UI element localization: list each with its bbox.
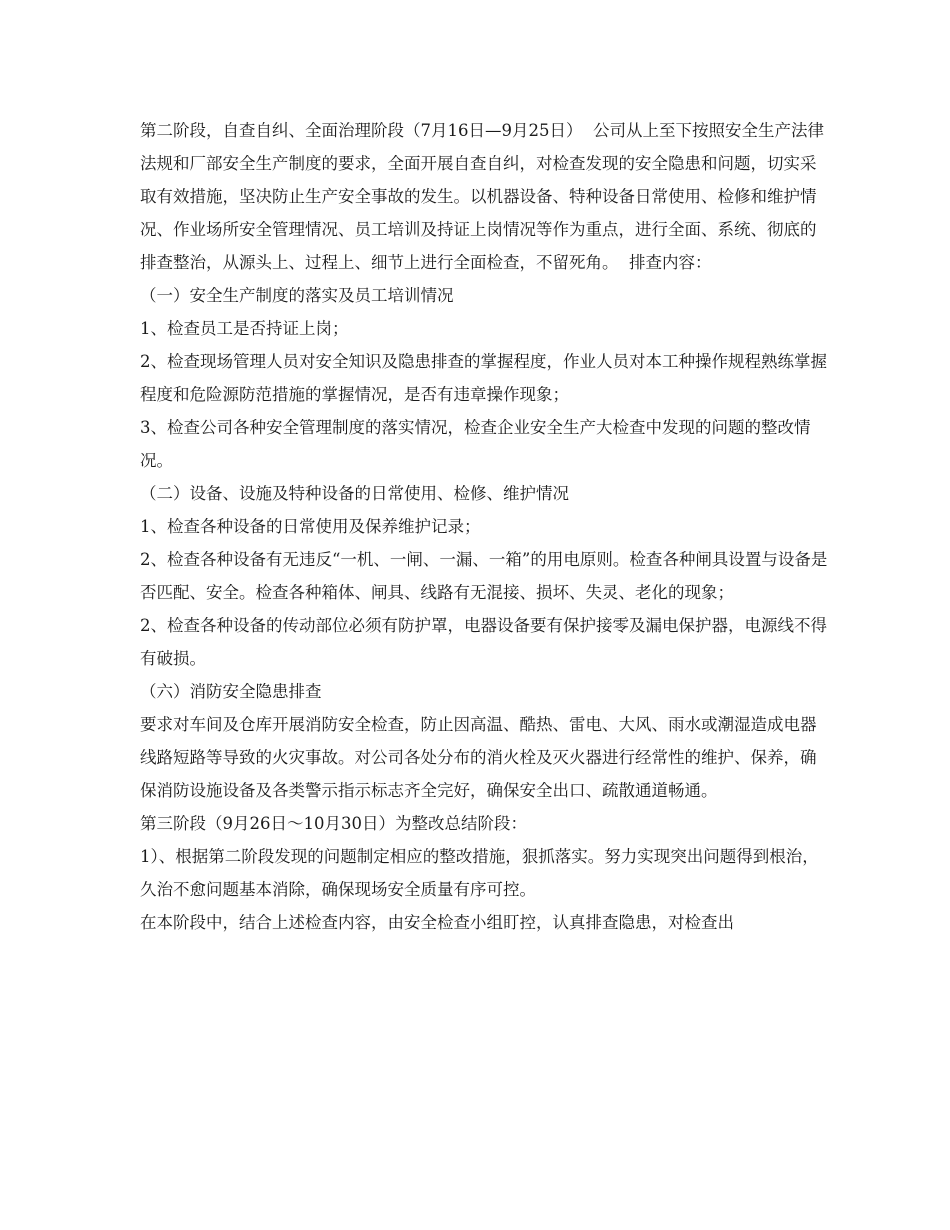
- paragraph-stage-three-heading: 第三阶段（9月26日～10月30日）为整改总结阶段：: [140, 814, 527, 833]
- list-item: 2、检查现场管理人员对安全知识及隐患排查的掌握程度，作业人员对本工种操作规程熟练掌握程度和危险源防范措施的掌握情况，是否有违章操作现象；: [140, 352, 827, 404]
- section-heading-6: （六）消防安全隐患排查: [140, 682, 322, 701]
- paragraph-stage-two-intro: 第二阶段，自查自纠、全面治理阶段（7月16日—9月25日） 公司从上至下按照安全生产法律法规和厂部安全生产制度的要求，全面开展自查自纠，对检查发现的安全隐患和问题，切实采取有效措施，坚决防止生产安全事故的发生。以机器设备、特种设备日常使用、检修和维护情况、作业场所安全管理情况、员工培训及持证上岗情况等作为重点，进行全面、系统、彻底的排查整治，从源头上、过程上、细节上进行全面检查，不留死角。 排查内容：: [140, 121, 824, 272]
- section-heading-2: （二）设备、设施及特种设备的日常使用、检修、维护情况: [140, 484, 569, 503]
- list-item: 1、检查员工是否持证上岗；: [140, 319, 349, 338]
- section-heading-1: （一）安全生产制度的落实及员工培训情况: [140, 286, 454, 305]
- paragraph-fire-safety: 要求对车间及仓库开展消防安全检查，防止因高温、酷热、雷电、大风、雨水或潮湿造成电器线路短路等导致的火灾事故。对公司各处分布的消火栓及灭火器进行经常性的维护、保养，确保消防设施设备及各类警示指示标志齐全完好，确保安全出口、疏散通道畅通。: [140, 715, 817, 800]
- paragraph-stage-three-body: 在本阶段中，结合上述检查内容，由安全检查小组盯控，认真排查隐患，对检查出: [140, 913, 734, 932]
- list-item: 1）、根据第二阶段发现的问题制定相应的整改措施，狠抓落实。努力实现突出问题得到根治，久治不愈问题基本消除，确保现场安全质量有序可控。: [140, 847, 819, 899]
- list-item: 2、检查各种设备的传动部位必须有防护罩，电器设备要有保护接零及漏电保护器，电源线不得有破损。: [140, 616, 827, 668]
- document-body: [140, 114, 830, 939]
- list-item: 1、检查各种设备的日常使用及保养维护记录；: [140, 517, 481, 536]
- list-item: 2、检查各种设备有无违反“一机、一闸、一漏、一箱”的用电原则。检查各种闸具设置与设备是否匹配、安全。检查各种箱体、闸具、线路有无混接、损坏、失灵、老化的现象；: [140, 550, 828, 602]
- list-item: 3、检查公司各种安全管理制度的落实情况，检查企业安全生产大检查中发现的问题的整改情况。: [140, 418, 811, 470]
